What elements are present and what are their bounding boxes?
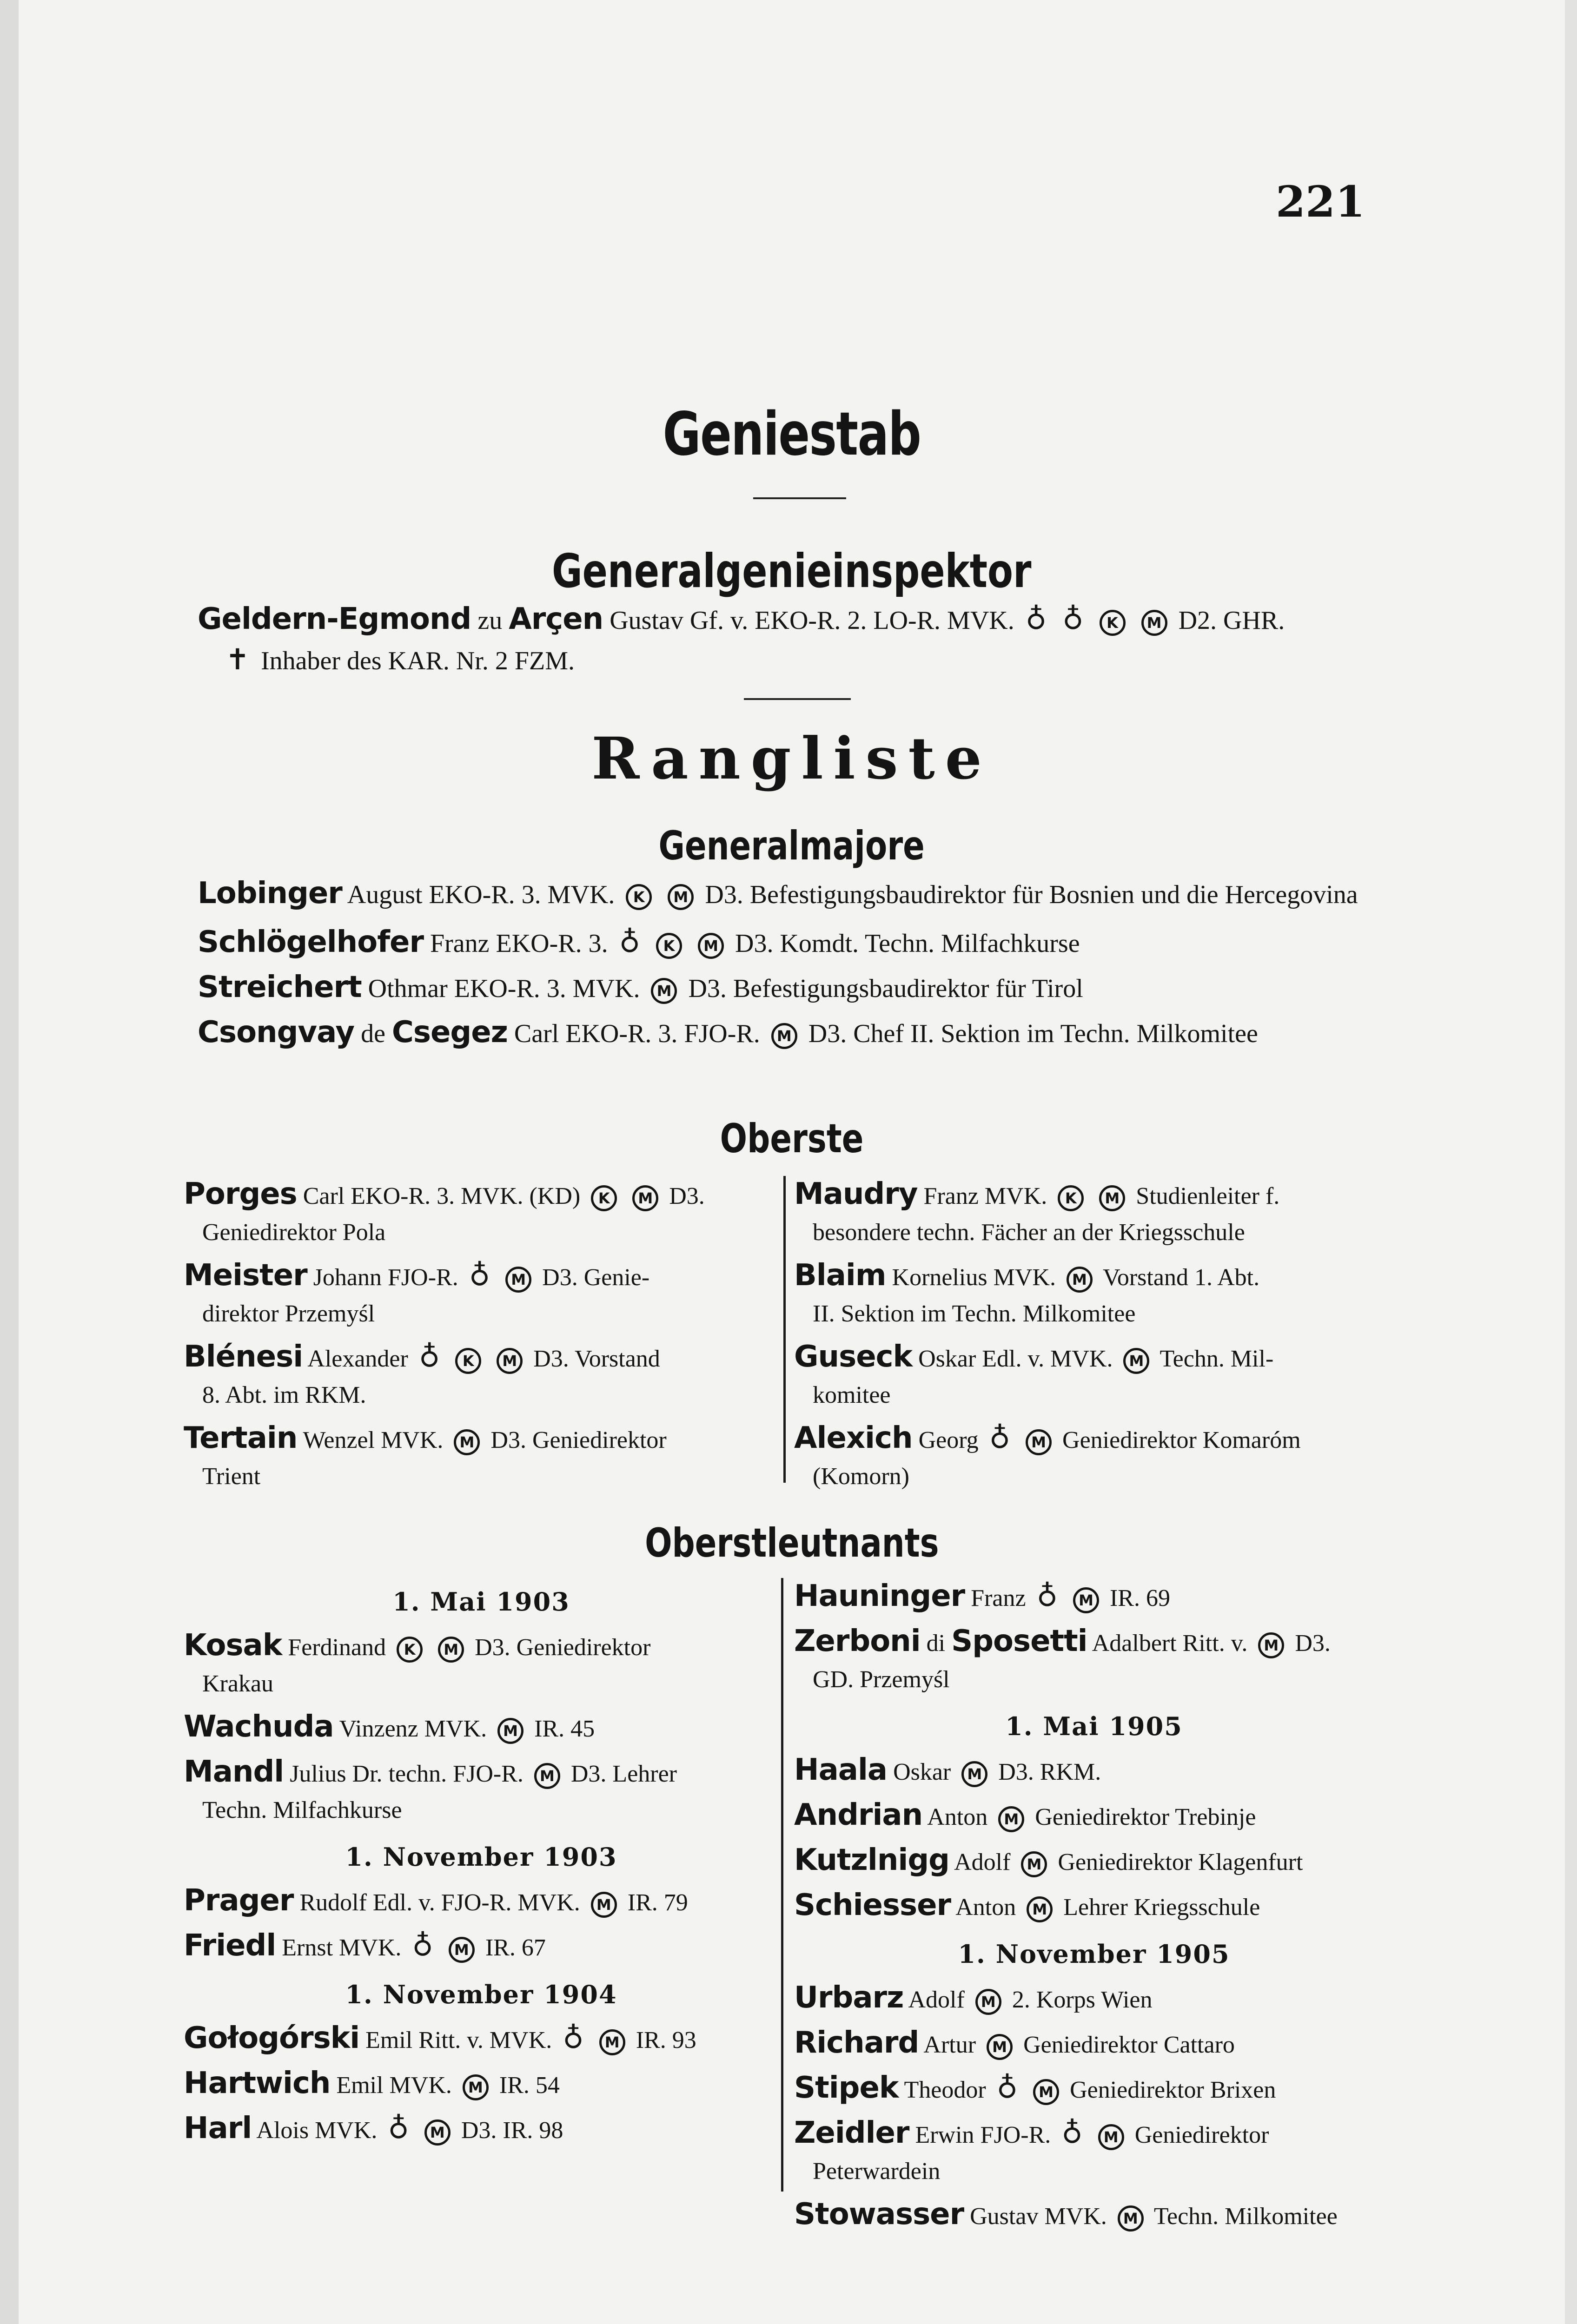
decoration-m-icon: M [1258, 1632, 1284, 1658]
entry-text: Ferdinand [288, 1634, 386, 1661]
entry-continuation: direktor Przemyśl [202, 1301, 375, 1327]
entry-text: Emil Ritt. v. MVK. [365, 2027, 552, 2053]
decoration-ring-icon: ♁ [469, 1258, 490, 1292]
decoration-m-icon: M [1027, 1896, 1053, 1922]
entry-text: D3. RKM. [998, 1759, 1101, 1785]
oberste-left-column [184, 1176, 779, 1501]
promotion-date: 1. November 1904 [345, 1980, 617, 2009]
oberstleutnants-left-column [184, 1573, 779, 2155]
entry-particle: di [926, 1630, 946, 1657]
decoration-m-icon: M [591, 1892, 617, 1918]
entry-text: Franz EKO-R. 3. [430, 929, 608, 958]
list-item [184, 2110, 779, 2149]
page-title: Geniestab [663, 400, 921, 469]
list-item [794, 2115, 1394, 2190]
decoration-ring-icon: ♁ [388, 2111, 409, 2145]
list-item [794, 2025, 1394, 2063]
entry-surname: Schlögelhofer [198, 925, 424, 959]
entry-surname: Tertain [184, 1421, 298, 1455]
entry-surname: Gołogórski [184, 2021, 360, 2055]
entry-text: Geniedirektor Klagenfurt [1058, 1849, 1303, 1875]
divider [753, 497, 846, 499]
decoration-ring-icon: ♁ [1061, 2116, 1083, 2150]
list-item [198, 874, 1379, 914]
oberstleutnants-right-column [794, 1578, 1394, 2241]
decoration-m-icon: M [1098, 2124, 1124, 2150]
entry-text: Theodor [904, 2077, 986, 2103]
entry-text: Geniedirektor Komaróm [1062, 1427, 1301, 1453]
entry-text: Adalbert Ritt. v. [1092, 1630, 1248, 1657]
list-item [198, 968, 1379, 1008]
entry-text: IR. 93 [636, 2027, 696, 2053]
entry-text: Rudolf Edl. v. FJO-R. MVK. [299, 1889, 580, 1916]
promotion-date: 1. November 1905 [958, 1939, 1230, 1969]
entry-particle: zu [477, 606, 503, 635]
entry-continuation: II. Sektion im Techn. Milkomitee [813, 1301, 1136, 1327]
entry-text: August EKO-R. 3. MVK. [347, 880, 615, 909]
oberste-right-column [794, 1176, 1394, 1501]
ranking-heading: Rangliste [591, 725, 992, 792]
entry-surname: Hartwich [184, 2066, 331, 2100]
entry-text: Geniedirektor Trebinje [1035, 1804, 1256, 1830]
entry-text: D3. IR. 98 [461, 2117, 563, 2144]
decoration-k-icon: K [1100, 610, 1126, 636]
entry-surname: Harl [184, 2111, 252, 2146]
list-item [794, 1797, 1394, 1835]
decoration-ring-icon: ♁ [619, 925, 641, 959]
entry-surname: Zeidler [794, 2116, 909, 2150]
entry-text: Techn. Mil- [1160, 1346, 1274, 1372]
list-item [794, 1420, 1394, 1495]
decoration-m-icon: M [668, 884, 694, 910]
entry-surname: Hauninger [794, 1579, 965, 1613]
entry-text: Franz MVK. [923, 1183, 1047, 1209]
entry-continuation: Peterwardein [813, 2158, 941, 2185]
entry-text: D3. Befestigungsbaudirektor für Tirol [688, 974, 1083, 1003]
entry-surname: Arçen [509, 602, 603, 636]
decoration-k-icon: K [455, 1348, 481, 1374]
decoration-m-icon: M [505, 1267, 531, 1293]
list-item [794, 1623, 1394, 1698]
list-item [184, 1257, 779, 1332]
entry-surname: Urbarz [794, 1981, 904, 2015]
entry-surname: Meister [184, 1258, 307, 1293]
entry-text: Carl EKO-R. 3. FJO-R. [514, 1019, 760, 1048]
decoration-m-icon: M [1141, 610, 1167, 636]
entry-surname: Porges [184, 1177, 297, 1211]
list-item [794, 1887, 1394, 1926]
entry-text: D3. Geniedirektor [490, 1427, 667, 1453]
entry-text: Geniedirektor [1134, 2122, 1269, 2148]
list-item [794, 1578, 1394, 1617]
list-item [184, 1420, 779, 1495]
entry-surname: Lobinger [198, 876, 342, 911]
decoration-m-icon: M [1073, 1587, 1099, 1613]
decoration-m-icon: M [1067, 1267, 1093, 1293]
entry-surname: Geldern-Egmond [198, 602, 471, 636]
list-item [794, 1980, 1394, 2018]
decoration-m-icon: M [534, 1763, 560, 1789]
decoration-m-icon: M [1026, 1429, 1052, 1455]
entry-text: Ernst MVK. [282, 1934, 402, 1961]
list-item [794, 1842, 1394, 1881]
section-heading-oberste: Oberste [720, 1116, 864, 1162]
decoration-ring-icon: ♁ [563, 2021, 584, 2055]
entry-surname: Wachuda [184, 1710, 334, 1744]
entry-text: Gustav Gf. v. EKO-R. 2. LO-R. MVK. [610, 606, 1014, 635]
entry-surname: Alexich [794, 1421, 913, 1455]
list-item [794, 1339, 1394, 1413]
list-item [184, 1339, 779, 1413]
entry-continuation: Techn. Milfachkurse [202, 1797, 402, 1823]
entry-surname: Kutzlnigg [794, 1843, 949, 1877]
entry-surname: Stowasser [794, 2197, 964, 2232]
column-divider [783, 1176, 786, 1483]
entry-text: D3. Chef II. Sektion im Techn. Milkomitee [808, 1019, 1258, 1048]
entry-surname: Streichert [198, 970, 362, 1004]
entry-text: Lehrer Kriegsschule [1063, 1894, 1260, 1921]
entry-continuation: (Komorn) [813, 1463, 909, 1490]
promotion-date: 1. November 1903 [345, 1842, 617, 1872]
divider [744, 698, 851, 700]
decoration-ring-icon: ♁ [1036, 1579, 1058, 1613]
decoration-m-icon: M [1021, 1851, 1047, 1877]
decoration-m-icon: M [961, 1761, 987, 1787]
entry-particle: de [361, 1019, 385, 1048]
entry-surname: Csegez [391, 1015, 508, 1050]
entry-surname: Csongvay [198, 1015, 355, 1050]
page-number: 221 [1275, 177, 1365, 227]
decoration-ring-icon: ♁ [996, 2071, 1018, 2105]
entry-surname: Haala [794, 1753, 888, 1787]
section-heading-oberstleutnants: Oberstleutnants [644, 1520, 939, 1566]
decoration-m-icon: M [497, 1718, 523, 1744]
decoration-m-icon: M [449, 1937, 475, 1963]
entry-surname: Mandl [184, 1755, 284, 1789]
decoration-ring-icon: ♁ [1062, 602, 1084, 636]
decoration-m-icon: M [463, 2074, 489, 2100]
list-item [198, 923, 1379, 963]
list-item [794, 2070, 1394, 2108]
entry-text: Othmar EKO-R. 3. MVK. [368, 974, 640, 1003]
entry-text: Studienleiter f. [1136, 1183, 1280, 1209]
list-item [184, 1627, 779, 1702]
decoration-k-icon: K [591, 1185, 617, 1211]
list-item [184, 1709, 779, 1747]
entry-text: Emil MVK. [336, 2072, 452, 2099]
entry-text: Geniedirektor Cattaro [1023, 2032, 1235, 2058]
entry-continuation: Krakau [202, 1670, 274, 1697]
decoration-k-icon: K [626, 884, 652, 910]
decoration-m-icon: M [1123, 1348, 1149, 1374]
decoration-m-icon: M [497, 1348, 523, 1374]
entry-text: IR. 54 [499, 2072, 560, 2099]
decoration-m-icon: M [632, 1185, 658, 1211]
list-item [794, 2196, 1394, 2235]
entry-surname: Zerboni [794, 1624, 921, 1658]
entry-text: Julius Dr. techn. FJO-R. [290, 1761, 523, 1787]
decoration-m-icon: M [651, 978, 677, 1004]
decoration-ring-icon: ♁ [1025, 602, 1047, 636]
generalmajore-list [198, 874, 1379, 1053]
entry-text: Anton [927, 1804, 988, 1830]
entry-continuation: komitee [813, 1382, 891, 1408]
list-item [198, 1013, 1379, 1053]
list-item [184, 2065, 779, 2104]
entry-text: IR. 67 [485, 1934, 546, 1961]
entry-surname: Stipek [794, 2071, 899, 2105]
entry-text: Vorstand 1. Abt. [1103, 1264, 1260, 1291]
list-item [184, 1882, 779, 1921]
entry-text: D3. [669, 1183, 705, 1209]
decoration-m-icon: M [454, 1429, 480, 1455]
decoration-m-icon: M [1118, 2205, 1144, 2232]
entry-text: Johann FJO-R. [313, 1264, 458, 1291]
entry-surname: Andrian [794, 1798, 923, 1832]
entry-text: Artur [923, 2032, 976, 2058]
entry-continuation: 8. Abt. im RKM. [202, 1382, 366, 1408]
promotion-date: 1. Mai 1903 [392, 1587, 570, 1617]
entry-continuation: besondere techn. Fächer an der Kriegsschule [813, 1219, 1245, 1246]
entry-text: Kornelius MVK. [892, 1264, 1056, 1291]
decoration-m-icon: M [998, 1806, 1024, 1832]
list-item [184, 1754, 779, 1829]
entry-surname: Schiesser [794, 1888, 951, 1922]
entry-text: D3. Vorstand [533, 1346, 660, 1372]
entry-text: D3. Geniedirektor [475, 1634, 651, 1661]
entry-text: 2. Korps Wien [1012, 1987, 1153, 2013]
entry-surname: Blaim [794, 1258, 886, 1293]
entry-text: Erwin FJO-R. [915, 2122, 1051, 2148]
cross-icon: ✝ [225, 642, 250, 676]
decoration-m-icon: M [987, 2034, 1013, 2060]
list-item [794, 1257, 1394, 1332]
decoration-k-icon: K [656, 933, 682, 959]
decoration-ring-icon: ♁ [989, 1421, 1011, 1455]
entry-text: Alexander [307, 1346, 408, 1372]
section-heading-inspector: Generalgenieinspektor [552, 544, 1032, 598]
list-item [184, 2020, 779, 2059]
decoration-m-icon: M [1033, 2079, 1059, 2105]
entry-text: Techn. Milkomitee [1153, 2203, 1338, 2230]
entry-text: Franz [971, 1585, 1026, 1611]
decoration-m-icon: M [424, 2119, 451, 2146]
inspector-entry [198, 600, 1379, 680]
entry-continuation: GD. Przemyśl [813, 1666, 950, 1693]
decoration-ring-icon: ♁ [412, 1928, 433, 1962]
entry-text: Wenzel MVK. [303, 1427, 444, 1453]
list-item [184, 1176, 779, 1251]
decoration-m-icon: M [771, 1023, 797, 1049]
entry-continuation: Trient [202, 1463, 261, 1490]
entry-surname: Guseck [794, 1340, 913, 1374]
entry-text: Oskar Edl. v. MVK. [918, 1346, 1113, 1372]
entry-text: D3. [1295, 1630, 1331, 1657]
list-item [794, 1752, 1394, 1790]
entry-text: Geniedirektor Brixen [1070, 2077, 1276, 2103]
section-heading-generalmajore: Generalmajore [658, 823, 925, 869]
entry-surname: Friedl [184, 1928, 276, 1963]
entry-text: IR. 79 [627, 1889, 688, 1916]
entry-continuation: Geniedirektor Pola [202, 1219, 386, 1246]
entry-text: Vinzenz MVK. [339, 1716, 487, 1742]
decoration-m-icon: M [599, 2029, 625, 2055]
entry-surname: Prager [184, 1883, 294, 1918]
entry-text: Adolf [908, 1987, 965, 2013]
entry-text: IR. 69 [1109, 1585, 1170, 1611]
entry-text: Adolf [954, 1849, 1011, 1875]
entry-text: Gustav MVK. [970, 2203, 1107, 2230]
entry-text: Inhaber des KAR. Nr. 2 FZM. [260, 647, 575, 675]
entry-text: D2. GHR. [1178, 606, 1285, 635]
decoration-k-icon: K [397, 1637, 423, 1663]
promotion-date: 1. Mai 1905 [1005, 1711, 1183, 1741]
entry-surname: Kosak [184, 1628, 282, 1663]
decoration-m-icon: M [698, 933, 724, 959]
list-item [794, 1176, 1394, 1251]
decoration-m-icon: M [438, 1637, 464, 1663]
entry-surname: Maudry [794, 1177, 918, 1211]
entry-text: Oskar [893, 1759, 951, 1785]
list-item [184, 1928, 779, 1966]
entry-text: IR. 45 [534, 1716, 595, 1742]
decoration-m-icon: M [1099, 1185, 1125, 1211]
entry-text: D3. Genie- [542, 1264, 650, 1291]
entry-text: D3. Komdt. Techn. Milfachkurse [735, 929, 1080, 958]
decoration-m-icon: M [975, 1989, 1001, 2015]
entry-text: Carl EKO-R. 3. MVK. (KD) [303, 1183, 581, 1209]
decoration-k-icon: K [1058, 1185, 1084, 1211]
entry-surname: Blénesi [184, 1340, 303, 1374]
entry-surname: Sposetti [951, 1624, 1087, 1658]
entry-text: D3. Lehrer [570, 1761, 677, 1787]
entry-surname: Richard [794, 2026, 919, 2060]
entry-text: Georg [918, 1427, 979, 1453]
entry-text: Alois MVK. [256, 2117, 378, 2144]
entry-text: D3. Befestigungsbaudirektor für Bosnien und die Hercegovina [705, 880, 1358, 909]
column-divider [781, 1578, 783, 2192]
decoration-ring-icon: ♁ [418, 1340, 440, 1373]
entry-text: Anton [955, 1894, 1016, 1921]
